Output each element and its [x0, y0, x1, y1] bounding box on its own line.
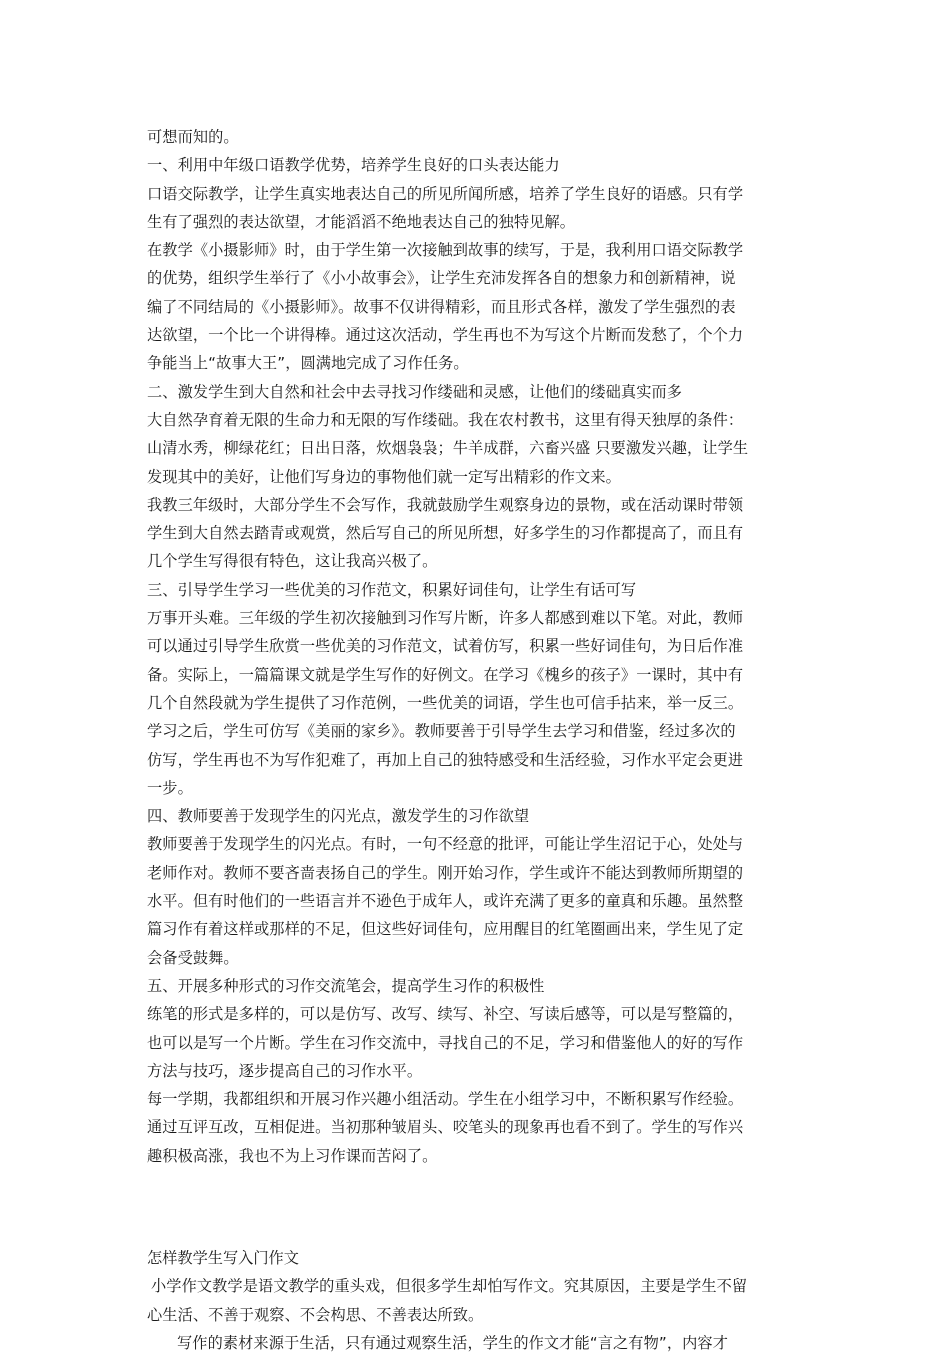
paragraph-line: 可想而知的。 [147, 128, 239, 146]
paragraph-line: 五、开展多种形式的习作交流笔会，提高学生习作的积极性 [147, 976, 545, 995]
paragraph-line: 写作的素材来源于生活，只有通过观察生活，学生的作文才能“言之有物”，内容才 [177, 1333, 728, 1352]
paragraph-line: 在教学《小摄影师》时，由于学生第一次接触到故事的续写，于是，我利用口语交际教学 [147, 241, 744, 260]
paragraph-line: 可以通过引导学生欣赏一些优美的习作范文，试着仿写，积累一些好词佳句，为日后作准 [147, 637, 744, 656]
paragraph-line: 大自然孕育着无限的生命力和无限的写作缕础。我在农村教书，这里有得天独厚的条件： [147, 410, 744, 429]
paragraph-line: 也可以是写一个片断。学生在习作交流中，寻找自己的不足，学习和借鉴他人的好的写作 [147, 1033, 744, 1052]
paragraph-line: 我教三年级时，大部分学生不会写作，我就鼓励学生观察身边的景物，或在活动课时带领 [147, 495, 744, 514]
paragraph-line: 的优势，组织学生举行了《小小故事会》，让学生充沛发挥各自的想象力和创新精神，说 [147, 269, 736, 288]
paragraph-line: 老师作对。教师不要吝啬表扬自己的学生。刚开始习作，学生或许不能达到教师所期望的 [147, 863, 744, 882]
paragraph-line: 篇习作有着这样或那样的不足，但这些好词佳句，应用醒目的红笔圈画出来，学生见了定 [147, 920, 744, 939]
paragraph-line: 编了不同结局的《小摄影师》。故事不仅讲得精彩，而且形式各样，激发了学生强烈的表 [147, 297, 736, 316]
paragraph-line: 二、激发学生到大自然和社会中去寻找习作缕础和灵感，让他们的缕础真实而多 [147, 382, 683, 401]
paragraph-line: 口语交际教学，让学生真实地表达自己的所见所闻所感，培养了学生良好的语感。只有学 [147, 184, 744, 203]
paragraph-line: 山清水秀，柳绿花红；日出日落，炊烟袅袅；牛羊成群，六畜兴盛 只要激发兴趣，让学生 [147, 439, 749, 458]
paragraph-line: 一步。 [147, 778, 193, 797]
paragraph-line: 学习之后，学生可仿写《美丽的家乡》。教师要善于引导学生去学习和借鉴，经过多次的 [147, 722, 736, 741]
paragraph-line: 水平。但有时他们的一些语言并不逊色于成年人，或许充满了更多的童真和乐趣。虽然整 [147, 892, 744, 911]
paragraph-line: 仿写，学生再也不为写作犯难了，再加上自己的独特感受和生活经验，习作水平定会更进 [147, 750, 744, 769]
paragraph-line: 达欲望，一个比一个讲得棒。通过这次活动，学生再也不为写这个片断而发愁了，个个力 [147, 326, 744, 345]
paragraph-line: 小学作文教学是语文教学的重头戏，但很多学生却怕写作文。究其原因，主要是学生不留 [151, 1277, 748, 1296]
paragraph-line: 每一学期，我都组织和开展习作兴趣小组活动。学生在小组学习中，不断积累写作经验。 [147, 1090, 744, 1109]
paragraph-line: 万事开头难。三年级的学生初次接触到习作写片断，许多人都感到难以下笔。对此，教师 [147, 609, 744, 628]
paragraph-line: 会备受鼓舞。 [147, 948, 239, 967]
paragraph-line: 四、教师要善于发现学生的闪光点，激发学生的习作欲望 [147, 807, 530, 826]
paragraph-line: 生有了强烈的表达欲望，才能滔滔不绝地表达自己的独特见解。 [147, 212, 576, 231]
paragraph-line: 方法与技巧，逐步提高自己的习作水平。 [147, 1061, 423, 1080]
paragraph-line: 几个学生写得很有特色，这让我高兴极了。 [147, 552, 438, 571]
article-part-1 [147, 123, 812, 1170]
paragraph-line: 备。实际上，一篇篇课文就是学生写作的好例文。在学习《槐乡的孩子》一课时，其中有 [147, 665, 744, 684]
section-gap [147, 1170, 812, 1244]
paragraph-line: 练笔的形式是多样的，可以是仿写、改写、续写、补空、写读后感等，可以是写整篇的， [147, 1005, 744, 1024]
paragraph-line: 几个自然段就为学生提供了习作范例，一些优美的词语，学生也可信手拈来，举一反三。 [147, 693, 744, 712]
paragraph-line: 学生到大自然去踏青或观赏，然后写自己的所见所想，好多学生的习作都提高了，而且有 [147, 524, 744, 543]
article-title: 怎样教学生写入门作文 [147, 1248, 299, 1267]
paragraph-line: 发现其中的美好，让他们写身边的事物他们就一定写出精彩的作文来。 [147, 467, 621, 486]
paragraph-line: 心生活、不善于观察、不会构思、不善表达所致。 [147, 1305, 484, 1324]
paragraph-line: 趣积极高涨，我也不为上习作课而苦闷了。 [147, 1146, 438, 1165]
paragraph-line: 通过互评互改，互相促进。当初那种皱眉头、咬笔头的现象再也看不到了。学生的写作兴 [147, 1118, 744, 1137]
paragraph-line: 一、利用中年级口语教学优势，培养学生良好的口头表达能力 [147, 156, 560, 175]
document-page [147, 123, 812, 1357]
paragraph-line: 三、引导学生学习一些优美的习作范文，积累好词佳句，让学生有话可写 [147, 580, 637, 599]
paragraph-line: 争能当上“故事大王”，圆满地完成了习作任务。 [147, 354, 469, 373]
paragraph-line: 教师要善于发现学生的闪光点。有时，一句不经意的批评，可能让学生沼记于心，处处与 [147, 835, 744, 854]
